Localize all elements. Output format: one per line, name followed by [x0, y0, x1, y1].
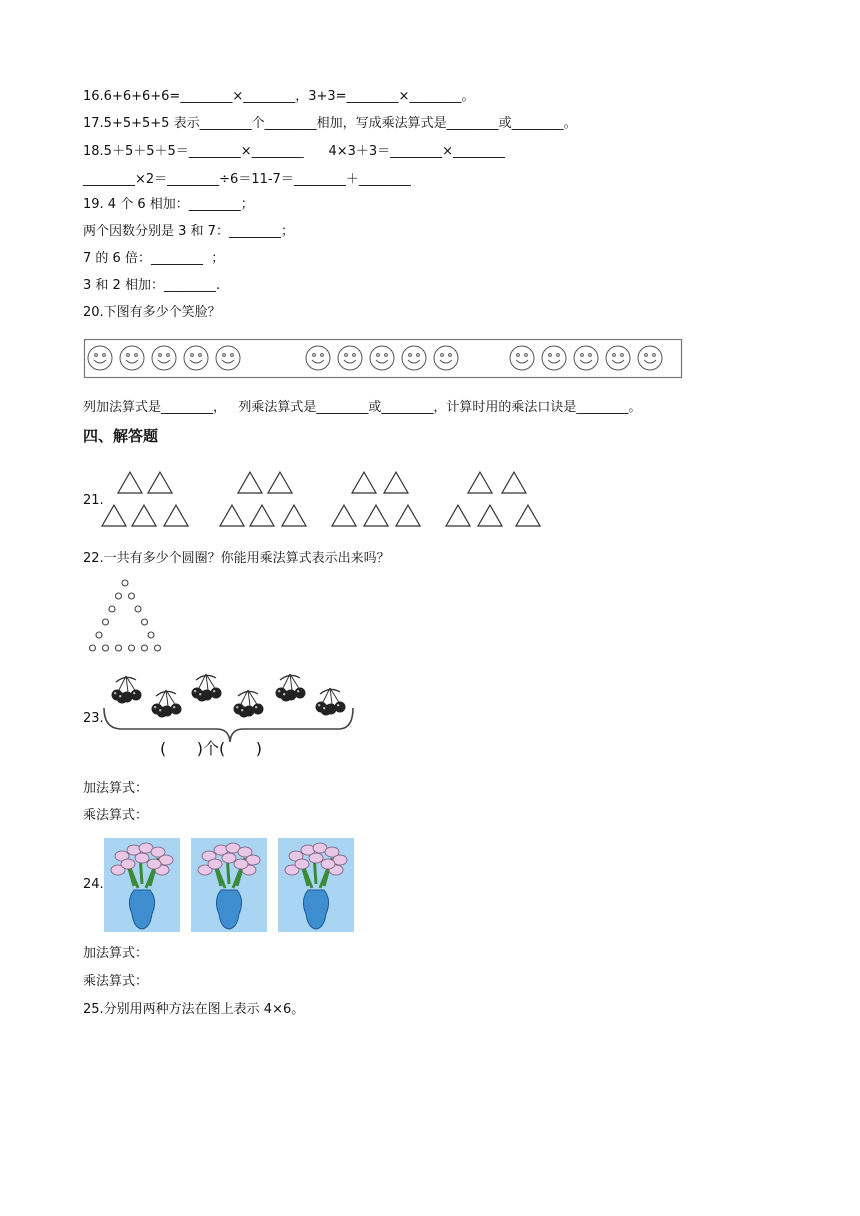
- cherry-bunch-icon: [234, 690, 264, 718]
- flower-vase-icon: [104, 838, 180, 932]
- triangle-shape: [132, 505, 156, 526]
- q19-line-1: 19. 4 个 6 相加：________；: [83, 197, 254, 212]
- triangle-shape: [396, 505, 420, 526]
- circle-mark: [122, 580, 128, 586]
- triangle-shape: [250, 505, 274, 526]
- q22-line: 22.一共有多少个圆圈？你能用乘法算式表示出来吗？: [83, 551, 390, 566]
- triangle-shape: [516, 505, 540, 526]
- smiley-face-icon: [88, 346, 112, 370]
- circle-mark: [129, 593, 135, 599]
- cherry-bunch-icon: [112, 676, 142, 704]
- smiley-face-icon: [184, 346, 208, 370]
- circle-mark: [135, 606, 141, 612]
- triangle-shape: [238, 472, 262, 493]
- triangle-shape: [384, 472, 408, 493]
- q23-bracket-text: ( )个( ): [160, 739, 263, 758]
- triangle-shape: [352, 472, 376, 493]
- smiley-face-icon: [152, 346, 176, 370]
- flower-vases-figure: [104, 838, 364, 934]
- q23-multiplication-label: 乘法算式：: [83, 808, 149, 823]
- q24-number: 24.: [83, 877, 104, 892]
- flower-vase-icon: [191, 838, 267, 932]
- cherry-bunch-icon: [192, 674, 222, 702]
- q19-line-3: 7 的 6 倍：________ ；: [83, 251, 225, 266]
- smiley-face-icon: [606, 346, 630, 370]
- smiley-face-icon: [510, 346, 534, 370]
- smiley-face-icon: [638, 346, 662, 370]
- circle-mark: [116, 645, 122, 651]
- smiley-face-icon: [574, 346, 598, 370]
- circle-mark: [103, 645, 109, 651]
- q20-answer-line: 列加法算式是________， 列乘法算式是________或________，计算时用的乘法口诀是________。: [83, 400, 642, 415]
- q23-addition-label: 加法算式：: [83, 781, 149, 796]
- q19-line-4: 3 和 2 相加：________.: [83, 278, 221, 293]
- smiley-face-icon: [434, 346, 458, 370]
- triangle-shape: [164, 505, 188, 526]
- circle-mark: [96, 632, 102, 638]
- section-heading: 四、解答题: [83, 427, 159, 445]
- cherry-bunch-icon: [276, 674, 306, 702]
- circle-mark: [90, 645, 96, 651]
- q19-line-2: 两个因数分别是 3 和 7：________；: [83, 224, 294, 239]
- q24-addition-label: 加法算式：: [83, 946, 149, 961]
- smiley-face-icon: [306, 346, 330, 370]
- smiley-face-icon: [120, 346, 144, 370]
- triangle-shape: [118, 472, 142, 493]
- q17-line: 17.5+5+5+5 表示________个________相加，写成乘法算式是________或________。: [83, 116, 577, 131]
- triangle-shape: [220, 505, 244, 526]
- triangle-shape: [332, 505, 356, 526]
- triangle-shape: [468, 472, 492, 493]
- smiley-face-icon: [216, 346, 240, 370]
- smiley-face-icon: [370, 346, 394, 370]
- q23-number: 23.: [83, 711, 104, 726]
- q21-number: 21.: [83, 493, 104, 508]
- triangles-figure: [100, 465, 560, 535]
- triangle-shape: [364, 505, 388, 526]
- q24-multiplication-label: 乘法算式：: [83, 974, 149, 989]
- smiley-face-icon: [338, 346, 362, 370]
- q18-line-1: 18.5＋5＋5＋5＝________×________ 4×3＋3＝________×________: [83, 144, 506, 159]
- triangle-shape: [446, 505, 470, 526]
- circle-mark: [109, 606, 115, 612]
- smiley-face-icon: [542, 346, 566, 370]
- q18-line-2: ________×2＝________÷6＝11-7＝________＋________: [83, 172, 411, 187]
- cherry-bunch-icon: [152, 690, 182, 718]
- smiley-box-figure: [84, 339, 684, 379]
- triangle-shape: [502, 472, 526, 493]
- q16-line: 16.6+6+6+6=________×________，3+3=________×________。: [83, 89, 475, 104]
- cherry-bunch-icon: [316, 688, 346, 716]
- triangle-shape: [268, 472, 292, 493]
- smiley-face-icon: [402, 346, 426, 370]
- circle-mark: [116, 593, 122, 599]
- circle-triangle-figure: [84, 575, 174, 655]
- circle-mark: [103, 619, 109, 625]
- circle-mark: [155, 645, 161, 651]
- circle-mark: [142, 645, 148, 651]
- q20-line: 20.下图有多少个笑脸？: [83, 305, 221, 320]
- flower-vase-icon: [278, 838, 354, 932]
- circle-mark: [129, 645, 135, 651]
- q25-line: 25.分别用两种方法在图上表示 4×6。: [83, 1002, 305, 1017]
- triangle-shape: [102, 505, 126, 526]
- triangle-shape: [282, 505, 306, 526]
- triangle-shape: [478, 505, 502, 526]
- circle-mark: [148, 632, 154, 638]
- triangle-shape: [148, 472, 172, 493]
- circle-mark: [142, 619, 148, 625]
